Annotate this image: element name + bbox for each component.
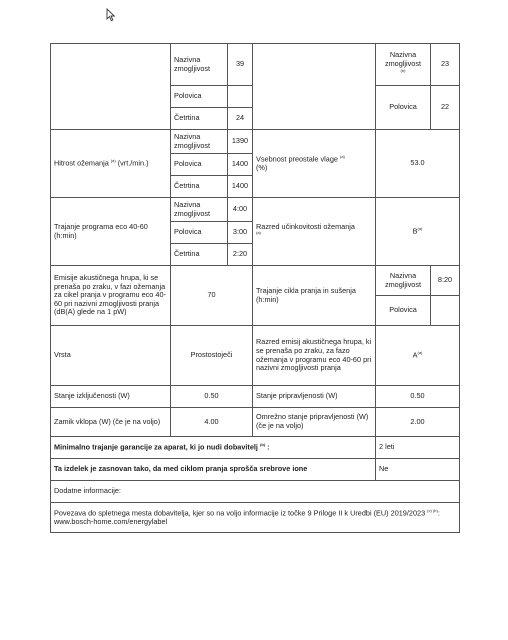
spin-half-value: 1400 — [228, 154, 253, 176]
table-row — [51, 386, 460, 408]
spin-nominal-value: 1390 — [228, 130, 253, 154]
half-capacity-label: Polovica — [171, 222, 228, 244]
off-mode-label: Stanje izključenosti (W) — [51, 386, 171, 408]
cycle-half-value — [431, 296, 460, 326]
silver-ions-label: Ta izdelek je zasnovan tako, da med ciklom pranja sprošča srebrove ione — [51, 459, 376, 481]
product-information-table — [50, 43, 460, 533]
duration-nominal-value: 4:00 — [228, 198, 253, 222]
nominal-capacity-b-label: Nazivna zmogljivost $^{(b)}$ — [376, 44, 431, 86]
empty-label-cell — [253, 44, 376, 130]
duration-quarter-value: 2:20 — [228, 244, 253, 266]
nominal-capacity-label: Nazivna zmogljivost — [376, 266, 431, 296]
delay-start-label: Zamik vklopa (W) (če je na voljo) — [51, 408, 171, 437]
nominal-capacity-value: 39 — [228, 44, 253, 86]
standby-label: Stanje pripravljenosti (W) — [253, 386, 376, 408]
programme-duration-label: Trajanje programa eco 40-60 (h:min) — [51, 198, 171, 266]
noise-class-label: Razred emisij akustičnega hrupa, ki se prenaša po zraku, za fazo ožemanja v programu eco 40-60 pri nazivni zmogljivosti pranja — [253, 326, 376, 386]
nominal-capacity-label: Nazivna zmogljivost — [171, 44, 228, 86]
residual-moisture-label: Vsebnost preostale vlage $^{(a)}$ (%) — [253, 130, 376, 198]
quarter-capacity-label: Četrtina — [171, 108, 228, 130]
guarantee-value: 2 leti — [376, 437, 460, 459]
table-row — [51, 130, 460, 154]
guarantee-label: Minimalno trajanje garancije za aparat, ki jo nudi dobavitelj $^{(b)}$ : — [51, 437, 376, 459]
quarter-capacity-value: 24 — [228, 108, 253, 130]
noise-emission-value: 70 — [171, 266, 253, 326]
spin-quarter-value: 1400 — [228, 176, 253, 198]
duration-half-value: 3:00 — [228, 222, 253, 244]
off-mode-value: 0.50 — [171, 386, 253, 408]
mouse-cursor-icon — [106, 8, 116, 22]
silver-ions-value: Ne — [376, 459, 460, 481]
cycle-nominal-value: 8:20 — [431, 266, 460, 296]
type-label: Vrsta — [51, 326, 171, 386]
delay-start-value: 4.00 — [171, 408, 253, 437]
nominal-capacity-b-value: 23 — [431, 44, 460, 86]
nominal-capacity-label: Nazivna zmogljivost — [171, 130, 228, 154]
table-row — [51, 459, 460, 481]
wash-dry-cycle-label: Trajanje cikla pranja in sušenja (h:min) — [253, 266, 376, 326]
quarter-capacity-label: Četrtina — [171, 176, 228, 198]
table-row — [51, 481, 460, 503]
type-value: Prostostoječi — [171, 326, 253, 386]
noise-class-value: $A^{(a)}$ — [376, 326, 460, 386]
table-row — [51, 408, 460, 437]
spin-speed-label: Hitrost ožemanja $^{(a)}$ (vrt./min.) — [51, 130, 171, 198]
half-capacity-label: Polovica — [376, 296, 431, 326]
noise-emission-label: Emisije akustičnega hrupa, ki se prenaša po zraku, v fazi ožemanja za cikel pranja v programu eco 40-60 pri nazivni zmogljivosti pranja (dB(A) glede na 1 pW) — [51, 266, 171, 326]
half-capacity-b-label: Polovica — [376, 86, 431, 130]
nominal-capacity-label: Nazivna zmogljivost — [171, 198, 228, 222]
table-row — [51, 198, 460, 222]
quarter-capacity-label: Četrtina — [171, 244, 228, 266]
residual-moisture-value: 53.0 — [376, 130, 460, 198]
supplier-link-text: Povezava do spletnega mesta dobavitelja, kjer so na voljo informacije iz točke 9 Priloge II k Uredbi (EU) 2019/2023 $^{(c) (b)}$: www.bosch-home.com/energylabel — [51, 503, 460, 533]
half-capacity-value — [228, 86, 253, 108]
half-capacity-b-value: 22 — [431, 86, 460, 130]
additional-info-label: Dodatne informacije: — [51, 481, 460, 503]
table-row — [51, 437, 460, 459]
half-capacity-label: Polovica — [171, 154, 228, 176]
networked-standby-value: 2.00 — [376, 408, 460, 437]
half-capacity-label: Polovica — [171, 86, 228, 108]
networked-standby-label: Omrežno stanje pripravljenosti (W) (če je na voljo) — [253, 408, 376, 437]
table-row — [51, 326, 460, 386]
table-row — [51, 503, 460, 533]
spin-efficiency-class-label: Razred učinkovitosti ožemanja $^{(a)}$ — [253, 198, 376, 266]
table-row — [51, 44, 460, 86]
table-row — [51, 266, 460, 296]
standby-value: 0.50 — [376, 386, 460, 408]
spin-efficiency-class-value: $B^{(a)}$ — [376, 198, 460, 266]
empty-label-cell — [51, 44, 171, 130]
